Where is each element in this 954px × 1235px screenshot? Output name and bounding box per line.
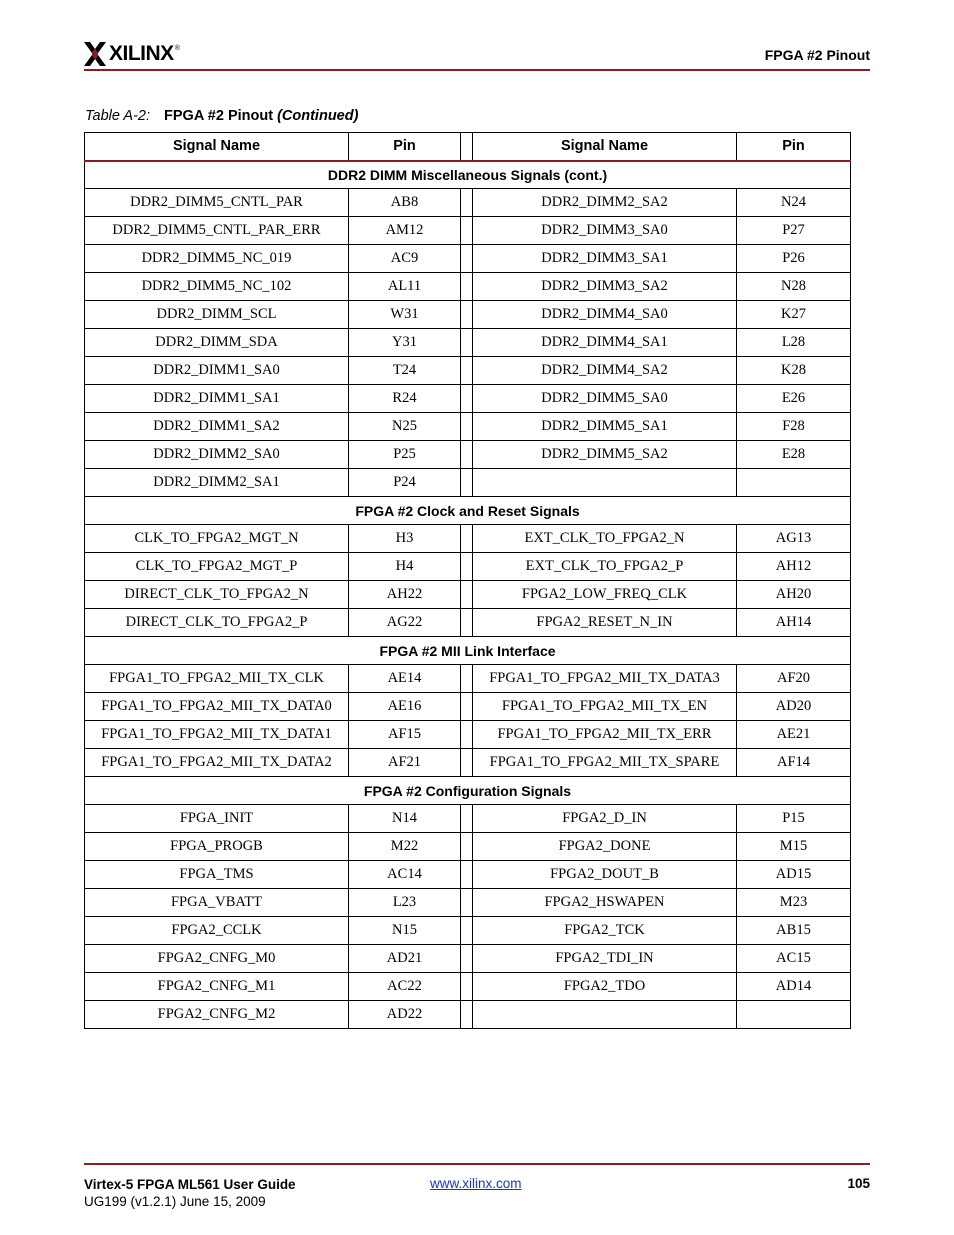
signal-name-cell: FPGA_INIT xyxy=(85,805,349,833)
pin-cell: M22 xyxy=(349,833,461,861)
pin-cell: T24 xyxy=(349,357,461,385)
column-gap xyxy=(461,217,473,245)
signal-name-cell: FPGA2_TCK xyxy=(473,917,737,945)
pin-cell: AE14 xyxy=(349,665,461,693)
table-row xyxy=(85,973,851,1001)
signal-name-cell xyxy=(473,469,737,497)
signal-name-cell: FPGA2_TDI_IN xyxy=(473,945,737,973)
pinout-table-body xyxy=(85,161,851,1029)
table-row xyxy=(85,693,851,721)
pin-cell: AG22 xyxy=(349,609,461,637)
table-row xyxy=(85,469,851,497)
signal-name-cell xyxy=(473,1001,737,1029)
column-gap xyxy=(461,385,473,413)
pin-cell: P26 xyxy=(737,245,851,273)
footer-guide-title: Virtex-5 FPGA ML561 User Guide xyxy=(84,1177,296,1192)
pin-cell: AF14 xyxy=(737,749,851,777)
table-row xyxy=(85,441,851,469)
signal-name-cell: EXT_CLK_TO_FPGA2_N xyxy=(473,525,737,553)
pin-cell: N14 xyxy=(349,805,461,833)
pin-cell xyxy=(737,469,851,497)
signal-name-cell: CLK_TO_FPGA2_MGT_N xyxy=(85,525,349,553)
column-gap xyxy=(461,189,473,217)
pin-cell: AD22 xyxy=(349,1001,461,1029)
pin-cell: L28 xyxy=(737,329,851,357)
signal-name-cell: DIRECT_CLK_TO_FPGA2_P xyxy=(85,609,349,637)
signal-name-cell: FPGA2_HSWAPEN xyxy=(473,889,737,917)
column-gap xyxy=(461,917,473,945)
signal-name-cell: DDR2_DIMM1_SA0 xyxy=(85,357,349,385)
section-heading: FPGA #2 Clock and Reset Signals xyxy=(85,497,851,525)
column-gap xyxy=(461,973,473,1001)
pin-cell: P27 xyxy=(737,217,851,245)
signal-name-cell: FPGA2_CNFG_M1 xyxy=(85,973,349,1001)
table-row xyxy=(85,609,851,637)
column-gap xyxy=(461,133,473,161)
signal-name-cell: FPGA2_DONE xyxy=(473,833,737,861)
pin-cell: AC14 xyxy=(349,861,461,889)
table-header-row xyxy=(85,133,851,161)
table-row xyxy=(85,273,851,301)
pin-cell: L23 xyxy=(349,889,461,917)
table-row xyxy=(85,861,851,889)
column-gap xyxy=(461,329,473,357)
pinout-table xyxy=(84,132,851,1029)
column-gap xyxy=(461,469,473,497)
pin-cell: P24 xyxy=(349,469,461,497)
table-row xyxy=(85,581,851,609)
pin-cell: P25 xyxy=(349,441,461,469)
signal-name-cell: CLK_TO_FPGA2_MGT_P xyxy=(85,553,349,581)
signal-name-cell: EXT_CLK_TO_FPGA2_P xyxy=(473,553,737,581)
xilinx-mark-icon xyxy=(84,42,106,66)
table-row xyxy=(85,245,851,273)
signal-name-cell: DDR2_DIMM5_SA2 xyxy=(473,441,737,469)
table-row xyxy=(85,413,851,441)
pin-cell: AH22 xyxy=(349,581,461,609)
pin-cell: AB8 xyxy=(349,189,461,217)
column-gap xyxy=(461,945,473,973)
signal-name-cell: FPGA1_TO_FPGA2_MII_TX_EN xyxy=(473,693,737,721)
signal-name-cell: FPGA2_CNFG_M2 xyxy=(85,1001,349,1029)
table-caption-continued: (Continued) xyxy=(277,108,359,124)
pin-cell: K28 xyxy=(737,357,851,385)
signal-name-cell: FPGA2_D_IN xyxy=(473,805,737,833)
signal-name-cell: FPGA1_TO_FPGA2_MII_TX_DATA0 xyxy=(85,693,349,721)
pin-cell: H4 xyxy=(349,553,461,581)
pin-cell: H3 xyxy=(349,525,461,553)
signal-name-cell: DDR2_DIMM_SDA xyxy=(85,329,349,357)
footer-doc-id: UG199 (v1.2.1) June 15, 2009 xyxy=(84,1194,266,1209)
footer-rule xyxy=(84,1163,870,1165)
signal-name-cell: DDR2_DIMM4_SA2 xyxy=(473,357,737,385)
table-caption xyxy=(85,108,358,124)
column-gap xyxy=(461,273,473,301)
column-header: Signal Name xyxy=(85,133,349,161)
table-row xyxy=(85,945,851,973)
table-row xyxy=(85,665,851,693)
column-gap xyxy=(461,665,473,693)
signal-name-cell: FPGA2_LOW_FREQ_CLK xyxy=(473,581,737,609)
pin-cell: M23 xyxy=(737,889,851,917)
page-number: 105 xyxy=(847,1176,870,1191)
table-row xyxy=(85,525,851,553)
pin-cell: AL11 xyxy=(349,273,461,301)
table-caption-title: FPGA #2 Pinout xyxy=(164,108,274,124)
pin-cell: AD14 xyxy=(737,973,851,1001)
table-row xyxy=(85,385,851,413)
column-header: Signal Name xyxy=(473,133,737,161)
pin-cell: AF21 xyxy=(349,749,461,777)
column-gap xyxy=(461,833,473,861)
table-caption-label: Table A-2: xyxy=(85,108,151,124)
pin-cell: AE21 xyxy=(737,721,851,749)
table-row xyxy=(85,217,851,245)
section-heading: DDR2 DIMM Miscellaneous Signals (cont.) xyxy=(85,161,851,189)
table-row xyxy=(85,329,851,357)
column-gap xyxy=(461,525,473,553)
section-row xyxy=(85,497,851,525)
pin-cell: P15 xyxy=(737,805,851,833)
table-row xyxy=(85,553,851,581)
signal-name-cell: FPGA1_TO_FPGA2_MII_TX_DATA3 xyxy=(473,665,737,693)
signal-name-cell: DDR2_DIMM1_SA1 xyxy=(85,385,349,413)
signal-name-cell: FPGA1_TO_FPGA2_MII_TX_DATA1 xyxy=(85,721,349,749)
signal-name-cell: FPGA2_DOUT_B xyxy=(473,861,737,889)
signal-name-cell: DDR2_DIMM5_NC_019 xyxy=(85,245,349,273)
column-gap xyxy=(461,413,473,441)
table-row xyxy=(85,917,851,945)
signal-name-cell: DDR2_DIMM5_CNTL_PAR xyxy=(85,189,349,217)
pin-cell: AH14 xyxy=(737,609,851,637)
pin-cell: N25 xyxy=(349,413,461,441)
signal-name-cell: FPGA_TMS xyxy=(85,861,349,889)
pin-cell: E26 xyxy=(737,385,851,413)
pin-cell: AB15 xyxy=(737,917,851,945)
column-gap xyxy=(461,749,473,777)
pin-cell: AD20 xyxy=(737,693,851,721)
page-section-title: FPGA #2 Pinout xyxy=(764,47,870,63)
pin-cell: AF20 xyxy=(737,665,851,693)
pin-cell xyxy=(737,1001,851,1029)
signal-name-cell: DDR2_DIMM4_SA1 xyxy=(473,329,737,357)
column-gap xyxy=(461,581,473,609)
signal-name-cell: DDR2_DIMM2_SA2 xyxy=(473,189,737,217)
signal-name-cell: FPGA2_CCLK xyxy=(85,917,349,945)
column-gap xyxy=(461,1001,473,1029)
section-row xyxy=(85,637,851,665)
section-heading: FPGA #2 Configuration Signals xyxy=(85,777,851,805)
signal-name-cell: DIRECT_CLK_TO_FPGA2_N xyxy=(85,581,349,609)
table-row xyxy=(85,357,851,385)
table-row xyxy=(85,1001,851,1029)
footer-left xyxy=(84,1176,296,1210)
column-header: Pin xyxy=(349,133,461,161)
signal-name-cell: DDR2_DIMM_SCL xyxy=(85,301,349,329)
section-heading: FPGA #2 MII Link Interface xyxy=(85,637,851,665)
pin-cell: AM12 xyxy=(349,217,461,245)
pin-cell: E28 xyxy=(737,441,851,469)
xilinx-logo xyxy=(84,40,180,68)
pin-cell: N28 xyxy=(737,273,851,301)
signal-name-cell: FPGA1_TO_FPGA2_MII_TX_DATA2 xyxy=(85,749,349,777)
signal-name-cell: FPGA2_RESET_N_IN xyxy=(473,609,737,637)
pin-cell: M15 xyxy=(737,833,851,861)
signal-name-cell: DDR2_DIMM1_SA2 xyxy=(85,413,349,441)
pin-cell: AE16 xyxy=(349,693,461,721)
column-gap xyxy=(461,721,473,749)
signal-name-cell: FPGA2_TDO xyxy=(473,973,737,1001)
signal-name-cell: DDR2_DIMM3_SA2 xyxy=(473,273,737,301)
pin-cell: N15 xyxy=(349,917,461,945)
signal-name-cell: DDR2_DIMM3_SA0 xyxy=(473,217,737,245)
table-row xyxy=(85,805,851,833)
signal-name-cell: FPGA2_CNFG_M0 xyxy=(85,945,349,973)
footer-url-link[interactable]: www.xilinx.com xyxy=(430,1176,522,1191)
table-row xyxy=(85,833,851,861)
pin-cell: AC9 xyxy=(349,245,461,273)
column-gap xyxy=(461,805,473,833)
signal-name-cell: FPGA1_TO_FPGA2_MII_TX_ERR xyxy=(473,721,737,749)
registered-mark: ® xyxy=(174,44,180,52)
column-gap xyxy=(461,693,473,721)
pin-cell: K27 xyxy=(737,301,851,329)
pin-cell: N24 xyxy=(737,189,851,217)
column-header: Pin xyxy=(737,133,851,161)
signal-name-cell: FPGA1_TO_FPGA2_MII_TX_SPARE xyxy=(473,749,737,777)
column-gap xyxy=(461,301,473,329)
signal-name-cell: DDR2_DIMM3_SA1 xyxy=(473,245,737,273)
column-gap xyxy=(461,861,473,889)
signal-name-cell: FPGA_PROGB xyxy=(85,833,349,861)
signal-name-cell: DDR2_DIMM5_SA0 xyxy=(473,385,737,413)
pin-cell: AD21 xyxy=(349,945,461,973)
table-row xyxy=(85,721,851,749)
section-row xyxy=(85,161,851,189)
signal-name-cell: FPGA1_TO_FPGA2_MII_TX_CLK xyxy=(85,665,349,693)
pin-cell: F28 xyxy=(737,413,851,441)
column-gap xyxy=(461,441,473,469)
pin-cell: AC22 xyxy=(349,973,461,1001)
signal-name-cell: DDR2_DIMM5_CNTL_PAR_ERR xyxy=(85,217,349,245)
column-gap xyxy=(461,553,473,581)
table-row xyxy=(85,301,851,329)
signal-name-cell: DDR2_DIMM2_SA1 xyxy=(85,469,349,497)
signal-name-cell: FPGA_VBATT xyxy=(85,889,349,917)
signal-name-cell: DDR2_DIMM2_SA0 xyxy=(85,441,349,469)
logo-wordmark: XILINX xyxy=(109,42,174,65)
table-row xyxy=(85,889,851,917)
pin-cell: AH12 xyxy=(737,553,851,581)
pin-cell: AC15 xyxy=(737,945,851,973)
pin-cell: AD15 xyxy=(737,861,851,889)
header-rule xyxy=(84,69,870,71)
table-row xyxy=(85,749,851,777)
pin-cell: AG13 xyxy=(737,525,851,553)
pin-cell: AF15 xyxy=(349,721,461,749)
signal-name-cell: DDR2_DIMM5_NC_102 xyxy=(85,273,349,301)
column-gap xyxy=(461,889,473,917)
column-gap xyxy=(461,609,473,637)
table-row xyxy=(85,189,851,217)
column-gap xyxy=(461,245,473,273)
section-row xyxy=(85,777,851,805)
pin-cell: R24 xyxy=(349,385,461,413)
pin-cell: W31 xyxy=(349,301,461,329)
pin-cell: Y31 xyxy=(349,329,461,357)
pin-cell: AH20 xyxy=(737,581,851,609)
signal-name-cell: DDR2_DIMM5_SA1 xyxy=(473,413,737,441)
column-gap xyxy=(461,357,473,385)
signal-name-cell: DDR2_DIMM4_SA0 xyxy=(473,301,737,329)
